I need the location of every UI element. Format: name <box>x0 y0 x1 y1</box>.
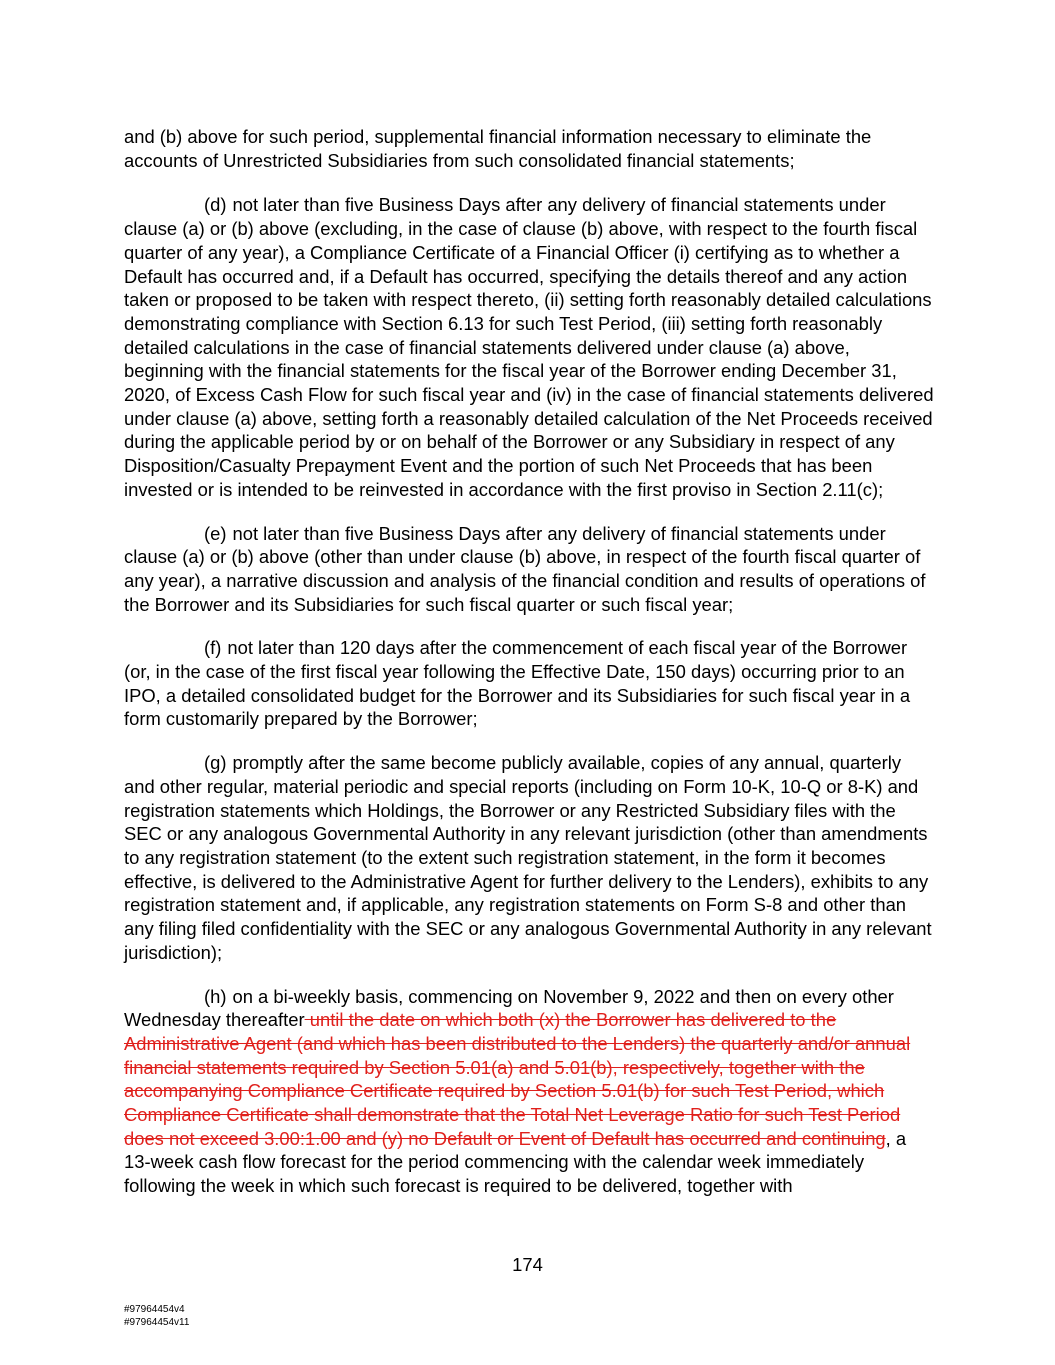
clause-text: not later than five Business Days after any delivery of financial statements under clause (a) or (b) above (other than under clause (b) above, in respect of the fourth fiscal quarter of any year), a narrative discussion and analysis of the financial condition and results of operations of the Borrower and its Subsidiaries for such fiscal quarter or such fiscal year; <box>124 522 926 615</box>
clause-g <box>124 751 934 964</box>
clause-label: (g) <box>204 752 227 774</box>
document-id: #97964454v11 <box>124 1317 190 1328</box>
clause-label: (h) <box>204 985 227 1007</box>
clause-h <box>124 985 934 1198</box>
clause-text-continued: , a 13-week cash flow forecast for the period commencing with the calendar week immediately following the week in which such forecast is required to be delivered, together with <box>124 1127 907 1197</box>
clause-text: not later than 120 days after the commencement of each fiscal year of the Borrower (or, in the case of the first fiscal year following the Effective Date, 150 days) occurring prior to an IPO, a detailed consolidated budget for the Borrower and its Subsidiaries for such fiscal year in a form customarily prepared by the Borrower; <box>124 637 911 730</box>
document-ids <box>124 1303 189 1329</box>
continuation-paragraph <box>124 125 934 172</box>
document-id: #97964454v4 <box>124 1304 185 1315</box>
clause-e <box>124 522 934 617</box>
clause-text: promptly after the same become publicly available, copies of any annual, quarterly and other regular, material periodic and special reports (including on Form 10-K, 10-Q or 8-K) and registration statements which Holdings, the Borrower or any Restricted Subsidiary files with the SEC or any analogous Governmental Authority in any relevant jurisdiction (other than amendments to any registration statement (to the extent such registration statement, in the form it becomes effective, is delivered to the Administrative Agent for further delivery to the Lenders), exhibits to any registration statement and, if applicable, any registration statements on Form S-8 and other than any filing filed confidentiality with the SEC or any analogous Governmental Authority in any relevant jurisdiction); <box>124 752 932 963</box>
clause-f <box>124 636 934 731</box>
clause-label: (f) <box>204 637 222 659</box>
page-number: 174 <box>512 1254 543 1275</box>
clause-d <box>124 193 934 501</box>
deleted-text: until the date on which both (x) the Borrower has delivered to the Administrative Agent (and which has been distributed to the Lenders) the quarterly and/or annual financial statements required by Section 5.01(a) and 5.01(b), respectively, together with the accompanying Compliance Certificate required by Section 5.01(b) for such Test Period, which Compliance Certificate shall demonstrate that the Total Net Leverage Ratio for such Test Period does not exceed 3.00:1.00 and (y) no Default or Event of Default has occurred and continuing <box>124 1009 911 1149</box>
clause-text: not later than five Business Days after any delivery of financial statements under clause (a) or (b) above (excluding, in the case of clause (b) above, with respect to the fourth fiscal quarter of any year), a Compliance Certificate of a Financial Officer (i) certifying as to whether a Default has occurred and, if a Default has occurred, specifying the details thereof and any action taken or proposed to be taken with respect thereto, (ii) setting forth reasonably detailed calculations demonstrating compliance with Section 6.13 for such Test Period, (iii) setting forth reasonably detailed calculations in the case of financial statements delivered under clause (a) above, beginning with the financial statements for the fiscal year of the Borrower ending December 31, 2020, of Excess Cash Flow for such fiscal year and (iv) in the case of financial statements delivered under clause (a) above, setting forth a reasonably detailed calculation of the Net Proceeds received during the applicable period by or on behalf of the Borrower or any Subsidiary in respect of any Disposition/Casualty Prepayment Event and the portion of such Net Proceeds that has been invested or is intended to be reinvested in accordance with the first proviso in Section 2.11(c); <box>124 194 934 500</box>
clause-label: (e) <box>204 522 227 544</box>
clause-label: (d) <box>204 194 227 216</box>
continuation-text: and (b) above for such period, supplemental financial information necessary to eliminate the accounts of Unrestricted Subsidiaries from such consolidated financial statements; <box>124 126 872 171</box>
document-body <box>124 125 934 1218</box>
clause-text: on a bi-weekly basis, commencing on November 9, 2022 and then on every other Wednesday thereafter <box>124 985 894 1031</box>
